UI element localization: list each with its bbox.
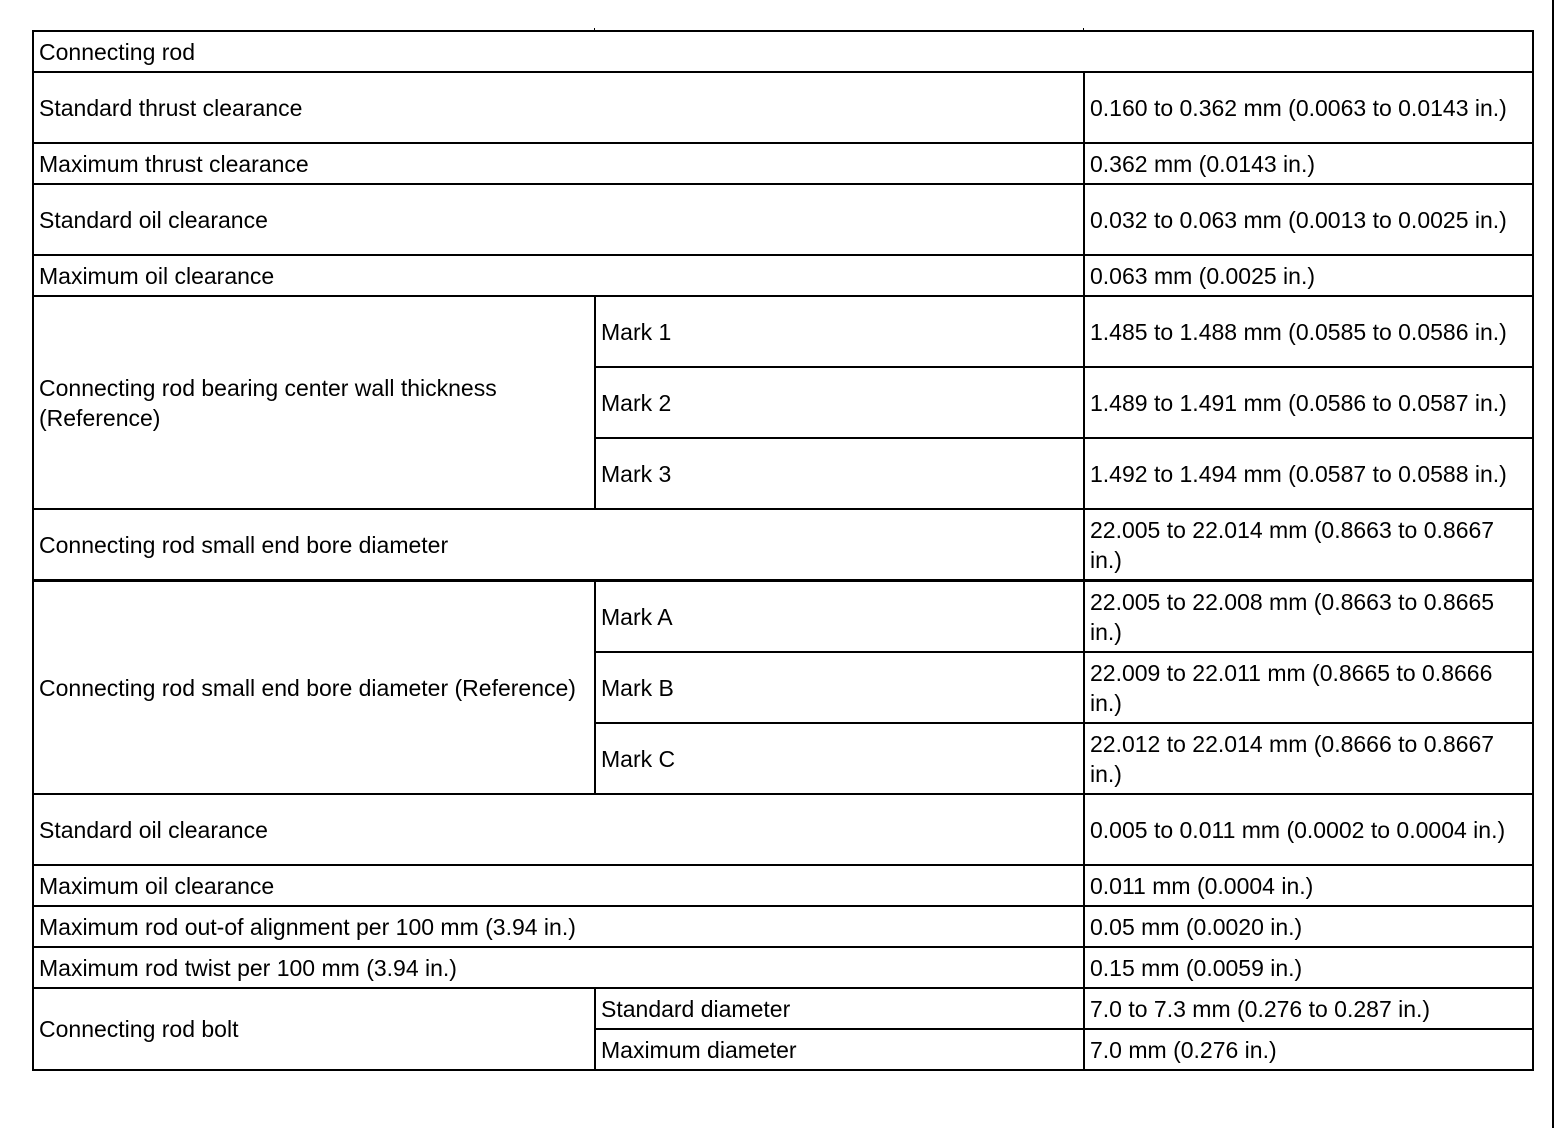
row-value: 7.0 mm (0.276 in.) bbox=[1084, 1029, 1533, 1070]
mark-label: Mark 1 bbox=[595, 296, 1084, 367]
mark-label: Mark C bbox=[595, 723, 1084, 794]
table-row bbox=[33, 72, 1533, 143]
table-row bbox=[33, 143, 1533, 184]
row-value: 0.063 mm (0.0025 in.) bbox=[1084, 255, 1533, 296]
mark-label: Mark 3 bbox=[595, 438, 1084, 509]
table-row bbox=[33, 581, 1533, 653]
table-row bbox=[33, 865, 1533, 906]
row-label: Standard thrust clearance bbox=[33, 72, 1084, 143]
row-value: 0.011 mm (0.0004 in.) bbox=[1084, 865, 1533, 906]
row-label: Maximum rod out-of alignment per 100 mm (3.94 in.) bbox=[33, 906, 1084, 947]
row-label: Connecting rod small end bore diameter bbox=[33, 509, 1084, 581]
table-row bbox=[33, 947, 1533, 988]
row-label: Standard oil clearance bbox=[33, 184, 1084, 255]
mark-label: Mark 2 bbox=[595, 367, 1084, 438]
row-value: 0.005 to 0.011 mm (0.0002 to 0.0004 in.) bbox=[1084, 794, 1533, 865]
table-row bbox=[33, 988, 1533, 1029]
row-label: Connecting rod bearing center wall thickness (Reference) bbox=[33, 296, 595, 509]
row-value: 1.492 to 1.494 mm (0.0587 to 0.0588 in.) bbox=[1084, 438, 1533, 509]
row-value: 22.012 to 22.014 mm (0.8666 to 0.8667 in.) bbox=[1084, 723, 1533, 794]
table-row bbox=[33, 255, 1533, 296]
mark-label: Mark B bbox=[595, 652, 1084, 723]
row-value: 22.005 to 22.008 mm (0.8663 to 0.8665 in.) bbox=[1084, 581, 1533, 653]
row-value: 0.362 mm (0.0143 in.) bbox=[1084, 143, 1533, 184]
row-label: Maximum oil clearance bbox=[33, 865, 1084, 906]
row-label: Maximum thrust clearance bbox=[33, 143, 1084, 184]
row-value: 0.032 to 0.063 mm (0.0013 to 0.0025 in.) bbox=[1084, 184, 1533, 255]
table-row bbox=[33, 794, 1533, 865]
row-value: 22.005 to 22.014 mm (0.8663 to 0.8667 in.) bbox=[1084, 509, 1533, 581]
table-header-row bbox=[33, 31, 1533, 72]
mark-label: Mark A bbox=[595, 581, 1084, 653]
connecting-rod-spec-table bbox=[32, 30, 1534, 1071]
table-header: Connecting rod bbox=[33, 31, 1533, 72]
page-edge-line bbox=[1552, 0, 1554, 1128]
row-label: Maximum oil clearance bbox=[33, 255, 1084, 296]
table-row bbox=[33, 184, 1533, 255]
row-label: Maximum rod twist per 100 mm (3.94 in.) bbox=[33, 947, 1084, 988]
row-value: 1.489 to 1.491 mm (0.0586 to 0.0587 in.) bbox=[1084, 367, 1533, 438]
item-label: Maximum diameter bbox=[595, 1029, 1084, 1070]
row-value: 7.0 to 7.3 mm (0.276 to 0.287 in.) bbox=[1084, 988, 1533, 1029]
row-label: Standard oil clearance bbox=[33, 794, 1084, 865]
row-value: 0.15 mm (0.0059 in.) bbox=[1084, 947, 1533, 988]
row-label: Connecting rod small end bore diameter (Reference) bbox=[33, 581, 595, 795]
table-row bbox=[33, 509, 1533, 581]
row-value: 0.05 mm (0.0020 in.) bbox=[1084, 906, 1533, 947]
row-label: Connecting rod bolt bbox=[33, 988, 595, 1070]
row-value: 0.160 to 0.362 mm (0.0063 to 0.0143 in.) bbox=[1084, 72, 1533, 143]
item-label: Standard diameter bbox=[595, 988, 1084, 1029]
row-value: 22.009 to 22.011 mm (0.8665 to 0.8666 in.) bbox=[1084, 652, 1533, 723]
row-value: 1.485 to 1.488 mm (0.0585 to 0.0586 in.) bbox=[1084, 296, 1533, 367]
table-row bbox=[33, 906, 1533, 947]
table-row bbox=[33, 296, 1533, 367]
